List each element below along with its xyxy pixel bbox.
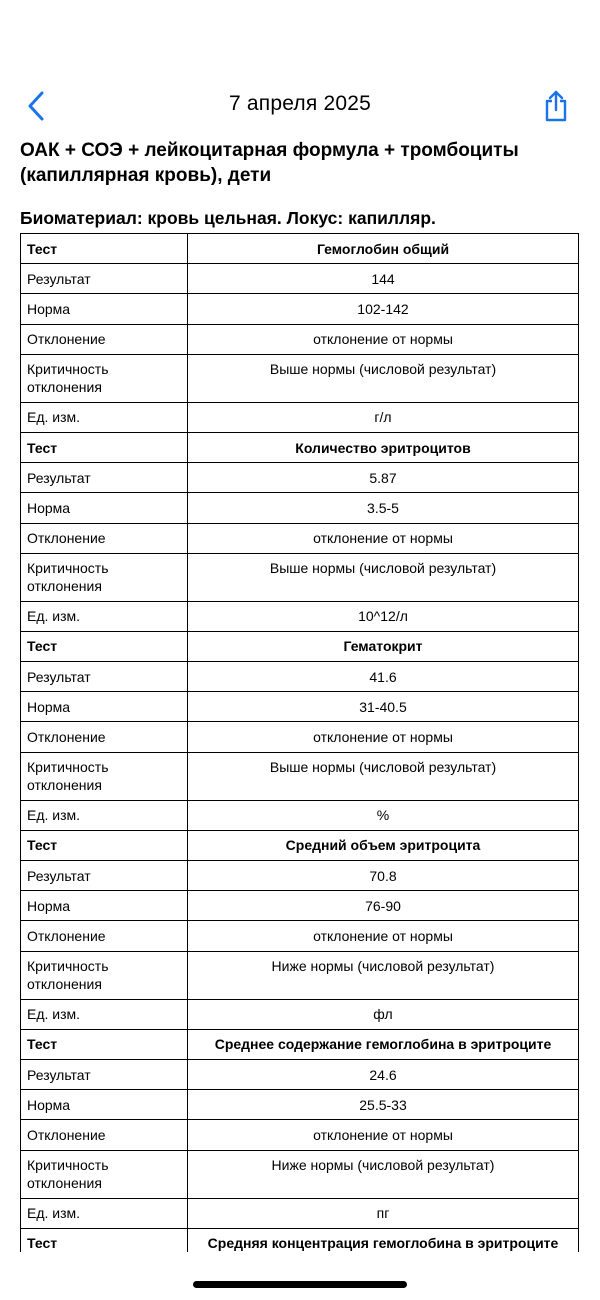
norm-row	[21, 692, 579, 722]
row-label: Ед. изм.	[21, 999, 188, 1029]
row-label: Тест	[21, 631, 188, 661]
test-name: Средний объем эритроцита	[188, 830, 579, 860]
criticality-row	[21, 951, 579, 999]
test-name-row	[21, 1029, 579, 1059]
results-table-body	[21, 234, 579, 1259]
row-value: отклонение от нормы	[188, 921, 579, 951]
row-label: Отклонение	[21, 722, 188, 752]
row-label: Ед. изм.	[21, 800, 188, 830]
norm-row	[21, 1090, 579, 1120]
row-value: 25.5-33	[188, 1090, 579, 1120]
row-label: Отклонение	[21, 324, 188, 354]
test-name: Гематокрит	[188, 631, 579, 661]
row-label: Критичность отклонения	[21, 354, 188, 402]
home-indicator[interactable]	[193, 1281, 407, 1288]
row-label: Тест	[21, 830, 188, 860]
row-label: Ед. изм.	[21, 1198, 188, 1228]
row-value: 10^12/л	[188, 601, 579, 631]
row-label: Тест	[21, 432, 188, 462]
test-name-row	[21, 432, 579, 462]
unit-row	[21, 601, 579, 631]
row-value: г/л	[188, 402, 579, 432]
row-value: отклонение от нормы	[188, 324, 579, 354]
result-row	[21, 861, 579, 891]
page-title: 7 апреля 2025	[228, 92, 371, 115]
test-name-row	[21, 830, 579, 860]
row-value: Ниже нормы (числовой результат)	[188, 951, 579, 999]
row-label: Результат	[21, 264, 188, 294]
row-label: Критичность отклонения	[21, 553, 188, 601]
row-label: Норма	[21, 493, 188, 523]
result-row	[21, 463, 579, 493]
deviation-row	[21, 722, 579, 752]
row-label: Норма	[21, 1090, 188, 1120]
row-value: 31-40.5	[188, 692, 579, 722]
unit-row	[21, 402, 579, 432]
criticality-row	[21, 1150, 579, 1198]
row-label: Результат	[21, 1059, 188, 1089]
document-title: ОАК + СОЭ + лейкоцитарная формула + тромбоциты (капиллярная кровь), дети	[20, 140, 519, 186]
row-label: Тест	[21, 1029, 188, 1059]
unit-row	[21, 800, 579, 830]
share-button[interactable]	[538, 88, 574, 124]
row-value: пг	[188, 1198, 579, 1228]
row-value: фл	[188, 999, 579, 1029]
scroll-cutoff	[0, 1252, 600, 1300]
row-label: Отклонение	[21, 1120, 188, 1150]
criticality-row	[21, 553, 579, 601]
row-value: Выше нормы (числовой результат)	[188, 752, 579, 800]
row-value: 76-90	[188, 891, 579, 921]
row-value: отклонение от нормы	[188, 523, 579, 553]
document-header	[20, 138, 580, 229]
row-value: 70.8	[188, 861, 579, 891]
share-icon	[543, 90, 569, 122]
row-value: Выше нормы (числовой результат)	[188, 354, 579, 402]
row-label: Норма	[21, 294, 188, 324]
row-label: Результат	[21, 662, 188, 692]
result-row	[21, 264, 579, 294]
test-name: Гемоглобин общий	[188, 234, 579, 264]
test-name-row	[21, 631, 579, 661]
row-label: Критичность отклонения	[21, 951, 188, 999]
row-value: 5.87	[188, 463, 579, 493]
row-value: 3.5-5	[188, 493, 579, 523]
row-label: Отклонение	[21, 523, 188, 553]
navigation-bar	[0, 80, 600, 132]
test-name: Среднее содержание гемоглобина в эритроците	[188, 1029, 579, 1059]
row-value: %	[188, 800, 579, 830]
criticality-row	[21, 354, 579, 402]
row-value: Выше нормы (числовой результат)	[188, 553, 579, 601]
row-value: Ниже нормы (числовой результат)	[188, 1150, 579, 1198]
row-label: Результат	[21, 463, 188, 493]
deviation-row	[21, 1120, 579, 1150]
test-name: Количество эритроцитов	[188, 432, 579, 462]
result-row	[21, 1059, 579, 1089]
row-value: 102-142	[188, 294, 579, 324]
row-label: Отклонение	[21, 921, 188, 951]
deviation-row	[21, 523, 579, 553]
row-label: Ед. изм.	[21, 601, 188, 631]
unit-row	[21, 1198, 579, 1228]
row-value: отклонение от нормы	[188, 1120, 579, 1150]
criticality-row	[21, 752, 579, 800]
row-label: Критичность отклонения	[21, 752, 188, 800]
row-label: Норма	[21, 891, 188, 921]
row-label: Результат	[21, 861, 188, 891]
row-label: Ед. изм.	[21, 402, 188, 432]
unit-row	[21, 999, 579, 1029]
norm-row	[21, 294, 579, 324]
deviation-row	[21, 921, 579, 951]
row-value: отклонение от нормы	[188, 722, 579, 752]
results-table	[20, 233, 579, 1259]
test-name-row	[21, 234, 579, 264]
result-row	[21, 662, 579, 692]
norm-row	[21, 891, 579, 921]
row-label: Критичность отклонения	[21, 1150, 188, 1198]
row-value: 41.6	[188, 662, 579, 692]
row-label: Тест	[21, 1228, 188, 1258]
test-name: Средняя концентрация гемоглобина в эритроците	[188, 1228, 579, 1258]
norm-row	[21, 493, 579, 523]
deviation-row	[21, 324, 579, 354]
document-subtitle: Биоматериал: кровь цельная. Локус: капилляр.	[20, 208, 436, 228]
row-value: 144	[188, 264, 579, 294]
row-label: Норма	[21, 692, 188, 722]
row-label: Тест	[21, 234, 188, 264]
row-value: 24.6	[188, 1059, 579, 1089]
